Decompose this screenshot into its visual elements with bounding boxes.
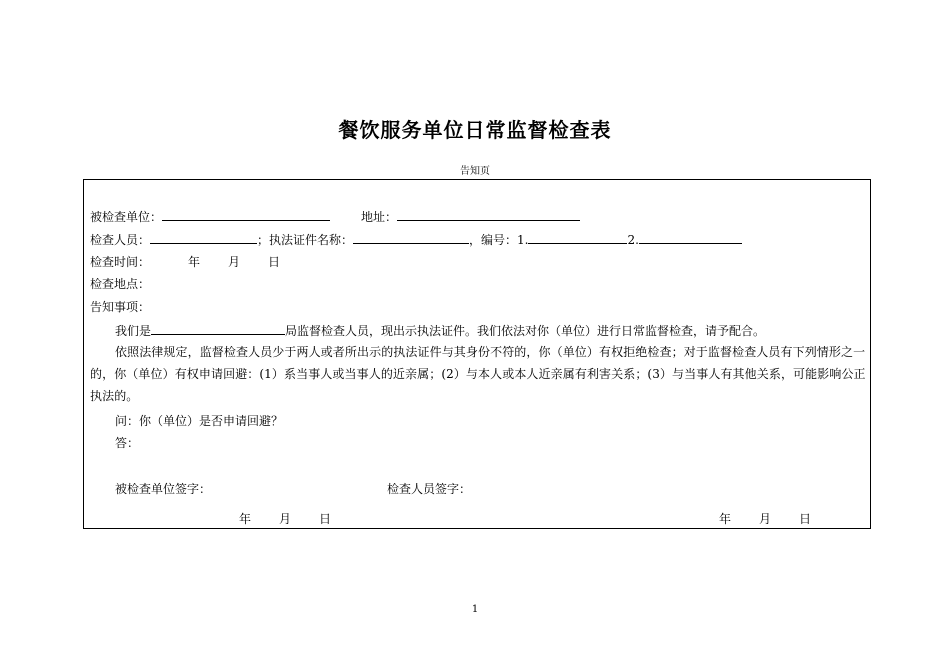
number-2-field[interactable] [639, 231, 742, 244]
inspector-signature-label: 检查人员签字： [387, 482, 472, 496]
inspector-date-year: 年 [719, 512, 732, 526]
unit-date-day: 日 [319, 512, 332, 526]
inspectors-field[interactable] [150, 231, 257, 244]
notice-label: 告知事项： [90, 300, 151, 314]
unit-date-year: 年 [239, 512, 252, 526]
cert-name-field[interactable] [353, 231, 469, 244]
avoidance-question: 问：你（单位）是否申请回避？ [115, 414, 284, 428]
page-number: 1 [471, 604, 479, 615]
place-label: 检查地点： [90, 277, 151, 291]
time-day: 日 [268, 255, 281, 269]
p1-start: 我们是 [115, 324, 152, 338]
address-field[interactable] [397, 208, 580, 221]
place-row [90, 276, 150, 292]
time-month: 月 [228, 255, 241, 269]
unit-signature-label: 被检查单位签字： [115, 482, 212, 496]
notice-heading [90, 299, 150, 315]
time-year: 年 [188, 255, 201, 269]
number-label: ，编号：1. [469, 233, 529, 247]
inspectors-row [90, 231, 742, 248]
address-label: 地址： [361, 210, 398, 224]
notice-paragraph-2: 依照法律规定，监督检查人员少于两人或者所出示的执法证件与其身份不符的，你（单位）有权拒绝检查；对于监督检查人员有下列情形之一的，你（单位）有权申请回避：(1）系当事人或当事人的近亲属；(2）与本人或本人近亲属有利害关系；(3）与当事人有其他关系，可能影响公正执法的。 [90, 345, 866, 403]
unit-date-month: 月 [279, 512, 292, 526]
inspected-unit-row [90, 208, 330, 225]
time-label: 检查时间： [90, 255, 151, 269]
page-subtitle: 告知页 [460, 166, 490, 177]
time-row [90, 254, 280, 270]
inspected-unit-label: 被检查单位： [90, 210, 163, 224]
bureau-field[interactable] [151, 322, 285, 335]
address-row [361, 208, 580, 225]
avoidance-answer: 答： [115, 436, 140, 450]
notice-paragraph-1 [115, 322, 765, 339]
inspector-date-day: 日 [799, 512, 812, 526]
number-2-label: 2. [627, 233, 639, 247]
number-1-field[interactable] [528, 231, 627, 244]
cert-name-label: ；执法证件名称： [257, 233, 354, 247]
p1-end: 局监督检查人员，现出示执法证件。我们依法对你（单位）进行日常监督检查，请予配合。 [285, 324, 766, 338]
inspectors-label: 检查人员： [90, 233, 151, 247]
inspector-date-month: 月 [759, 512, 772, 526]
unit-signature-date [239, 511, 331, 527]
inspector-signature-date [719, 511, 811, 527]
document-title: 餐饮服务单位日常监督检查表 [338, 118, 612, 142]
inspected-unit-field[interactable] [162, 208, 330, 221]
